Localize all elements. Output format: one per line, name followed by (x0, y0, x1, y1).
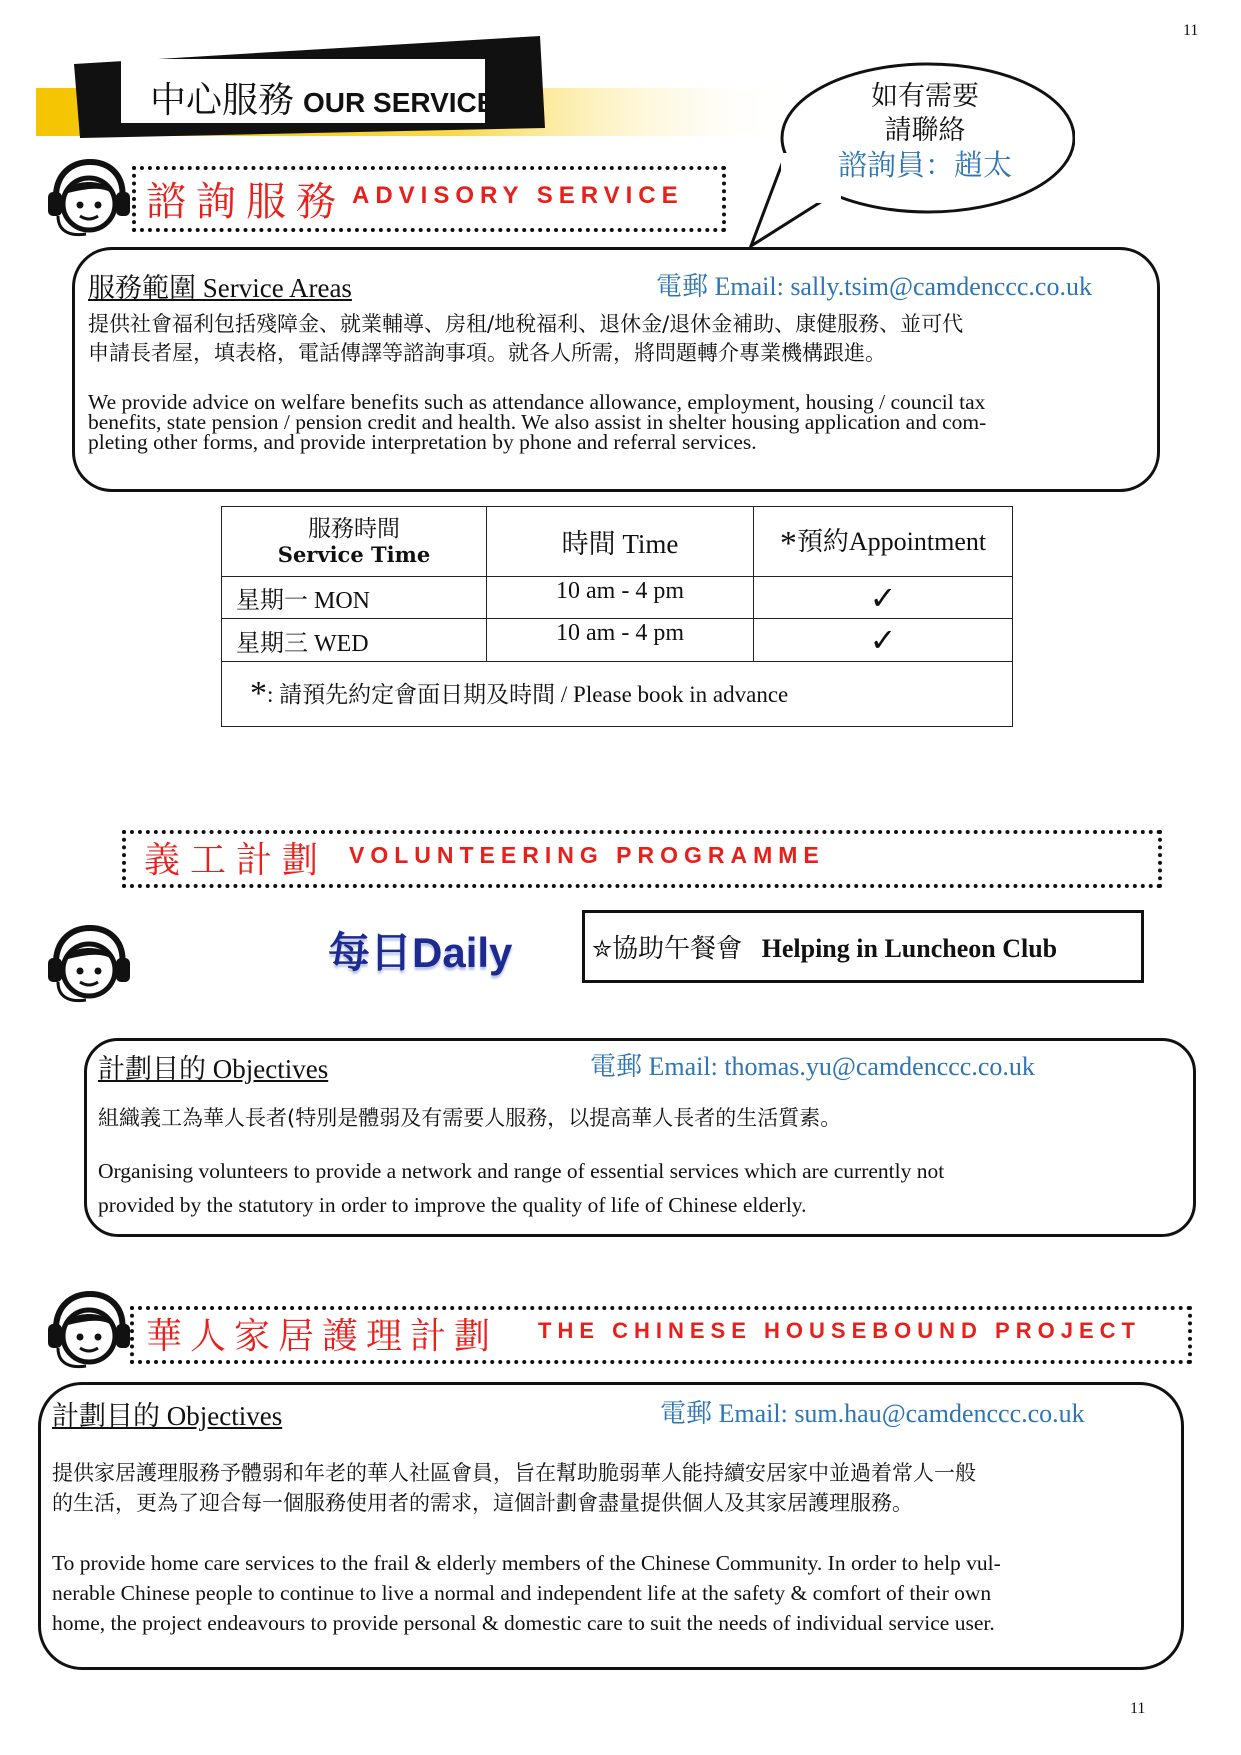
housebound-title-zh: 華人家居護理計劃 (146, 1316, 499, 1357)
header-appointment (754, 507, 1013, 577)
table-row (222, 577, 1013, 619)
note-star: * (250, 675, 267, 712)
advisory-title-zh: 諮詢服務 (146, 179, 346, 225)
header-banner (0, 0, 800, 160)
volunteer-title-en: VOLUNTEERING PROGRAMME (349, 842, 825, 868)
row-time: 10 am - 4 pm (487, 619, 754, 662)
task-zh: 協助午餐會 (612, 934, 743, 964)
housebound-title-en: THE CHINESE HOUSEBOUND PROJECT (538, 1318, 1141, 1343)
advisory-text-en (88, 392, 986, 452)
bubble-line-1: 如有需要 (871, 81, 979, 112)
headset-person-icon (44, 924, 134, 1011)
row-day: 星期三 WED (222, 619, 487, 662)
volunteer-title-zh: 義工計劃 (144, 840, 329, 881)
page-number-top: 11 (1183, 22, 1199, 39)
housebound-text-zh-1: 提供家居護理服務予體弱和年老的華人社區會員，旨在幫助脆弱華人能持續安居家中並過着常人一般 (52, 1461, 976, 1485)
header-service-time-en: Service Time (277, 541, 431, 567)
housebound-heading: 計劃目的 Objectives (52, 1401, 283, 1431)
housebound-email[interactable]: 電郵 Email: sum.hau@camdenccc.co.uk (660, 1399, 1085, 1428)
booking-note (222, 662, 1013, 727)
advisory-heading: 服務範圍 Service Areas (88, 273, 352, 303)
headset-person-icon (44, 158, 134, 245)
star-icon: ✮ (592, 935, 613, 963)
volunteer-text-en-1: Organising volunteers to provide a network and range of essential services which are currently not (98, 1159, 945, 1183)
advisory-text-en-2: benefits, state pension / pension credit and health. We also assist in shelter housing application and com- (88, 410, 987, 434)
housebound-text-en-3: home, the project endeavours to provide personal & domestic care to suit the needs of individual service user. (52, 1611, 995, 1635)
row-time: 10 am - 4 pm (487, 577, 754, 619)
note-text: : 請預先約定會面日期及時間 / Please book in advance (267, 682, 789, 707)
volunteer-task (592, 928, 1057, 965)
service-time-table (221, 506, 1013, 727)
advisory-title-en: ADVISORY SERVICE (352, 182, 684, 209)
volunteer-email[interactable]: 電郵 Email: thomas.yu@camdenccc.co.uk (590, 1052, 1035, 1081)
housebound-text-zh-2: 的生活，更為了迎合每一個服務使用者的需求，這個計劃會盡量提供個人及其家居護理服務。 (52, 1491, 913, 1515)
page-number-bottom: 11 (1130, 1700, 1146, 1717)
header-title-en: OUR SERVICES (303, 87, 515, 118)
check-icon: ✓ (754, 619, 1013, 662)
volunteer-text-en-2: provided by the statutory in order to improve the quality of life of Chinese elderly. (98, 1193, 807, 1217)
headset-person-icon (44, 1290, 134, 1377)
volunteer-heading: 計劃目的 Objectives (98, 1054, 329, 1084)
task-en: Helping in Luncheon Club (761, 934, 1058, 963)
housebound-text-zh (52, 1458, 976, 1518)
check-icon: ✓ (754, 577, 1013, 619)
appointment-star: * (779, 524, 797, 562)
advisory-text-zh (88, 310, 963, 368)
header-service-time-zh: 服務時間 (308, 515, 400, 542)
bubble-text (830, 80, 1020, 182)
volunteer-text-zh: 組織義工為華人長者(特別是體弱及有需要人服務，以提高華人長者的生活質素。 (98, 1106, 842, 1130)
advisory-email[interactable]: 電郵 Email: sally.tsim@camdenccc.co.uk (656, 272, 1092, 301)
housebound-text-en-1: To provide home care services to the frail & elderly members of the Chinese Community. In order to help vul- (52, 1551, 1001, 1575)
bubble-line-2: 請聯絡 (884, 115, 966, 146)
header-title-zh: 中心服務 (150, 80, 295, 121)
housebound-text-en-2: nerable Chinese people to continue to live a normal and independent life at the safety & comfort of their own (52, 1581, 992, 1605)
header-time: 時間 Time (487, 507, 754, 577)
advisory-text-zh-1: 提供社會福利包括殘障金、就業輔導、房租/地稅福利、退休金/退休金補助、康健服務、並可代 (88, 312, 964, 336)
advisory-text-en-3: pleting other forms, and provide interpretation by phone and referral services. (88, 430, 757, 454)
table-row (222, 619, 1013, 662)
appointment-label: 預約Appointment (796, 526, 987, 556)
table-note-row (222, 662, 1013, 727)
row-day: 星期一 MON (222, 577, 487, 619)
table-header-row (222, 507, 1013, 577)
advisory-text-zh-2: 申請長者屋，填表格，電話傳譯等諮詢事項。就各人所需，將問題轉介專業機構跟進。 (88, 341, 886, 365)
bubble-contact: 諮詢員：趙太 (837, 148, 1012, 182)
housebound-text-en (52, 1548, 1001, 1638)
header-service-time (222, 507, 487, 577)
page-header-title (150, 72, 514, 123)
daily-label: 每日Daily (328, 929, 513, 976)
volunteer-text-en (98, 1154, 944, 1222)
advisory-text-en-1: We provide advice on welfare benefits such as attendance allowance, employment, housing / council tax (88, 390, 986, 414)
